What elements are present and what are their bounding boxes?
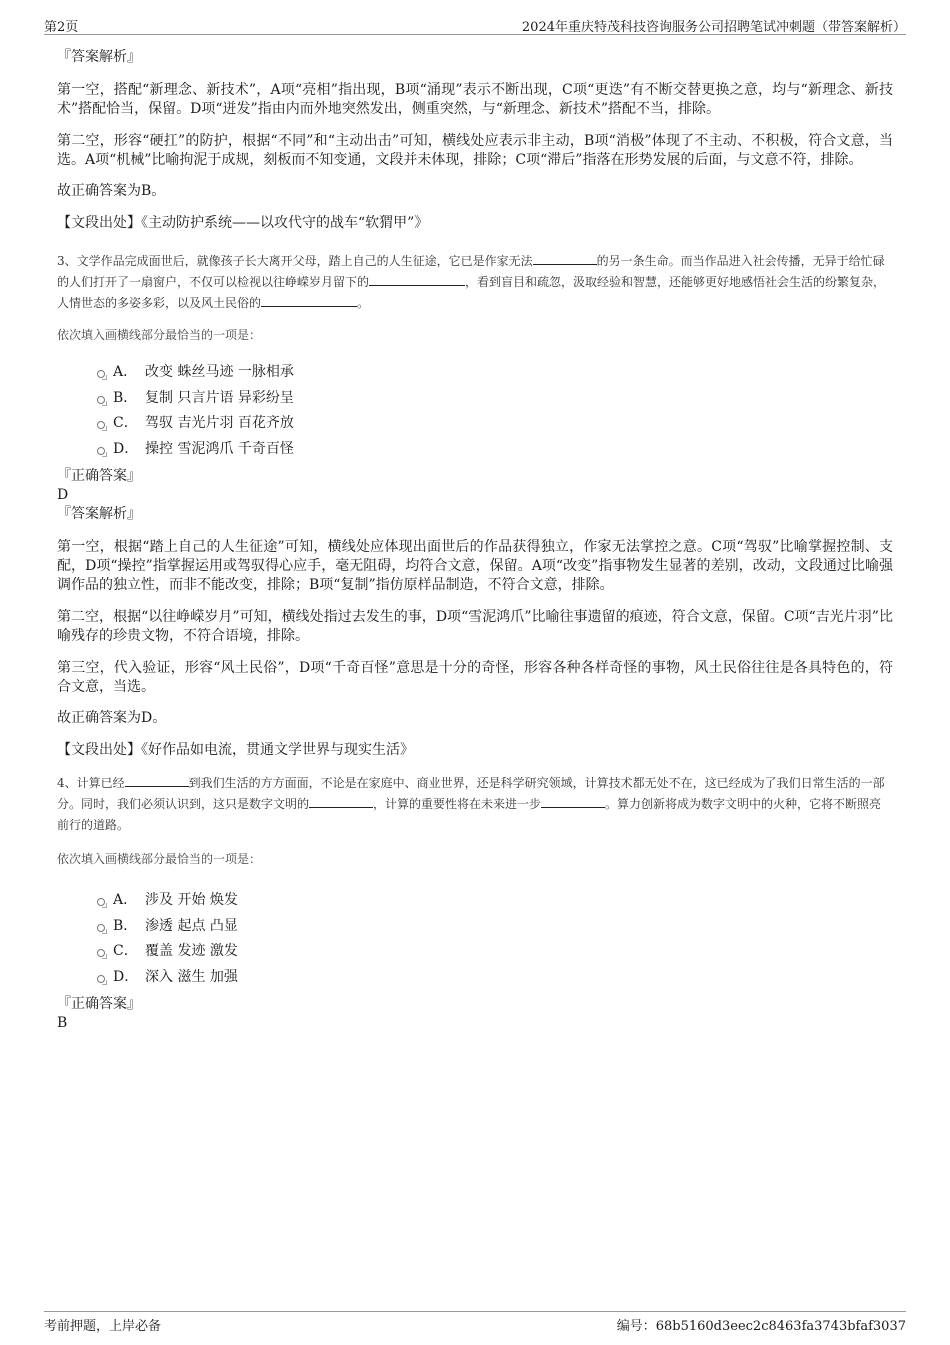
q3-stem: 3、文学作品完成面世后，就像孩子长大离开父母，踏上自己的人生征途，它已是作家无法 的另一条生命。而当作品进入社会传播，无异于给忙碌的人们打开了一扇窗户，不仅可以检视以往峥嵘岁月留下的 ，看到盲目和疏忽，汲取经验和智慧，还能够更好地感悟社会生活的纷繁复杂，人情世态的多姿多彩，以及风土民俗的 。 — [57, 254, 886, 310]
q4-blank-2 — [309, 795, 373, 808]
radio-icon[interactable] — [97, 898, 105, 906]
q3-analysis-p3: 第三空，代入验证，形容“风土民俗”，D项“千奇百怪”意思是十分的奇怪，形容各种各样奇怪的事物，风土民俗往往是各具特色的，符合文意，当选。 — [57, 660, 893, 695]
page-content — [57, 48, 893, 1032]
q4-options — [57, 888, 893, 990]
q3-option-a[interactable]: A． 改变 蛛丝马迹 一脉相承 — [57, 360, 893, 386]
radio-icon[interactable] — [97, 924, 105, 932]
q4-blank-1 — [125, 774, 189, 787]
q2-conclusion: 故正确答案为B。 — [57, 183, 166, 199]
q4-option-b[interactable]: B． 渗透 起点 凸显 — [57, 914, 893, 940]
radio-icon[interactable] — [97, 421, 105, 429]
q4-prompt: 依次填入画横线部分最恰当的一项是： — [57, 852, 262, 866]
q3-option-c[interactable]: C． 驾驭 吉光片羽 百花齐放 — [57, 411, 893, 437]
q3-prompt: 依次填入画横线部分最恰当的一项是： — [57, 328, 262, 342]
q2-analysis-label: 『答案解析』 — [57, 49, 141, 65]
q2-analysis-p1: 第一空，搭配“新理念、新技术”，A项“亮相”指出现，B项“涌现”表示不断出现，C项“更迭”有不断交替更换之意，均与“新理念、新技术”搭配恰当，保留。D项“迸发”指由内而外地突然发出，侧重突然，与“新理念、新技术”搭配不当，排除。 — [57, 82, 893, 117]
footer-slogan: 考前押题，上岸必备 — [44, 1319, 162, 1334]
radio-icon[interactable] — [97, 396, 105, 404]
q2-source: 【文段出处】《主动防护系统——以攻代守的战车“软猬甲”》 — [57, 215, 429, 231]
document-title: 2024年重庆特茂科技咨询服务公司招聘笔试冲刺题（带答案解析） — [521, 20, 906, 35]
q3-blank-3 — [261, 294, 357, 307]
q3-analysis-p2: 第二空，根据“以往峥嵘岁月”可知，横线处指过去发生的事，D项“雪泥鸿爪”比喻往事遗留的痕迹，符合文意，保留。C项“吉光片羽”比喻残存的珍贵文物，不符合语境，排除。 — [57, 609, 893, 644]
q3-option-b[interactable]: B． 复制 只言片语 异彩纷呈 — [57, 386, 893, 412]
page-header — [44, 14, 906, 35]
q4-correct-answer: B — [57, 1015, 68, 1031]
q4-blank-3 — [541, 795, 605, 808]
q2-analysis-p2: 第二空，形容“硬扛”的防护，根据“不同”和“主动出击”可知，横线处应表示非主动，B项“消极”体现了不主动、不积极，符合文意，当选。A项“机械”比喻拘泥于成规，刻板而不知变通，文段并未体现，排除；C项“滞后”指落在形势发展的后面，与文意不符，排除。 — [57, 133, 893, 168]
radio-icon[interactable] — [97, 949, 105, 957]
q3-source: 【文段出处】《好作品如电流，贯通文学世界与现实生活》 — [57, 742, 414, 758]
q3-correct-answer: D — [57, 487, 69, 503]
radio-icon[interactable] — [97, 975, 105, 983]
q4-stem: 4、计算已经 到我们生活的方方面面，不论是在家庭中、商业世界，还是科学研究领域，计算技术都无处不在，这已经成为了我们日常生活的一部分。同时，我们必须认识到，这只是数字文明的 ，计算的重要性将在未来进一步 。算力创新将成为数字文明中的火种，它将不断照亮前行的道路。 — [57, 776, 885, 832]
radio-icon[interactable] — [97, 447, 105, 455]
q4-option-a[interactable]: A． 涉及 开始 焕发 — [57, 888, 893, 914]
page-footer — [44, 1311, 906, 1334]
q3-correct-label: 『正确答案』 — [57, 468, 141, 484]
q3-conclusion: 故正确答案为D。 — [57, 710, 167, 726]
q3-option-d[interactable]: D． 操控 雪泥鸿爪 千奇百怪 — [57, 437, 893, 463]
document-id: 编号：68b5160d3eec2c8463fa3743bfaf3037 — [616, 1319, 906, 1334]
q4-option-d[interactable]: D． 深入 滋生 加强 — [57, 965, 893, 991]
q3-options — [57, 360, 893, 462]
q3-analysis-p1: 第一空，根据“踏上自己的人生征途”可知，横线处应体现出面世后的作品获得独立，作家无法掌控之意。C项“驾驭”比喻掌握控制、支配，D项“操控”指掌握运用或驾驭得心应手，毫无阻碍，均符合文意，保留。A项“改变”指事物发生显著的差别，改动，文段通过比喻强调作品的独立性，而非不能改变，排除；B项“复制”指仿原样品制造，不符合文意，排除。 — [57, 539, 893, 593]
q4-option-c[interactable]: C． 覆盖 发迹 激发 — [57, 939, 893, 965]
q3-blank-1 — [533, 252, 597, 265]
q4-correct-label: 『正确答案』 — [57, 996, 141, 1012]
q3-analysis-label: 『答案解析』 — [57, 506, 141, 522]
radio-icon[interactable] — [97, 370, 105, 378]
q3-blank-2 — [369, 273, 465, 286]
page-number: 第2页 — [44, 20, 79, 35]
